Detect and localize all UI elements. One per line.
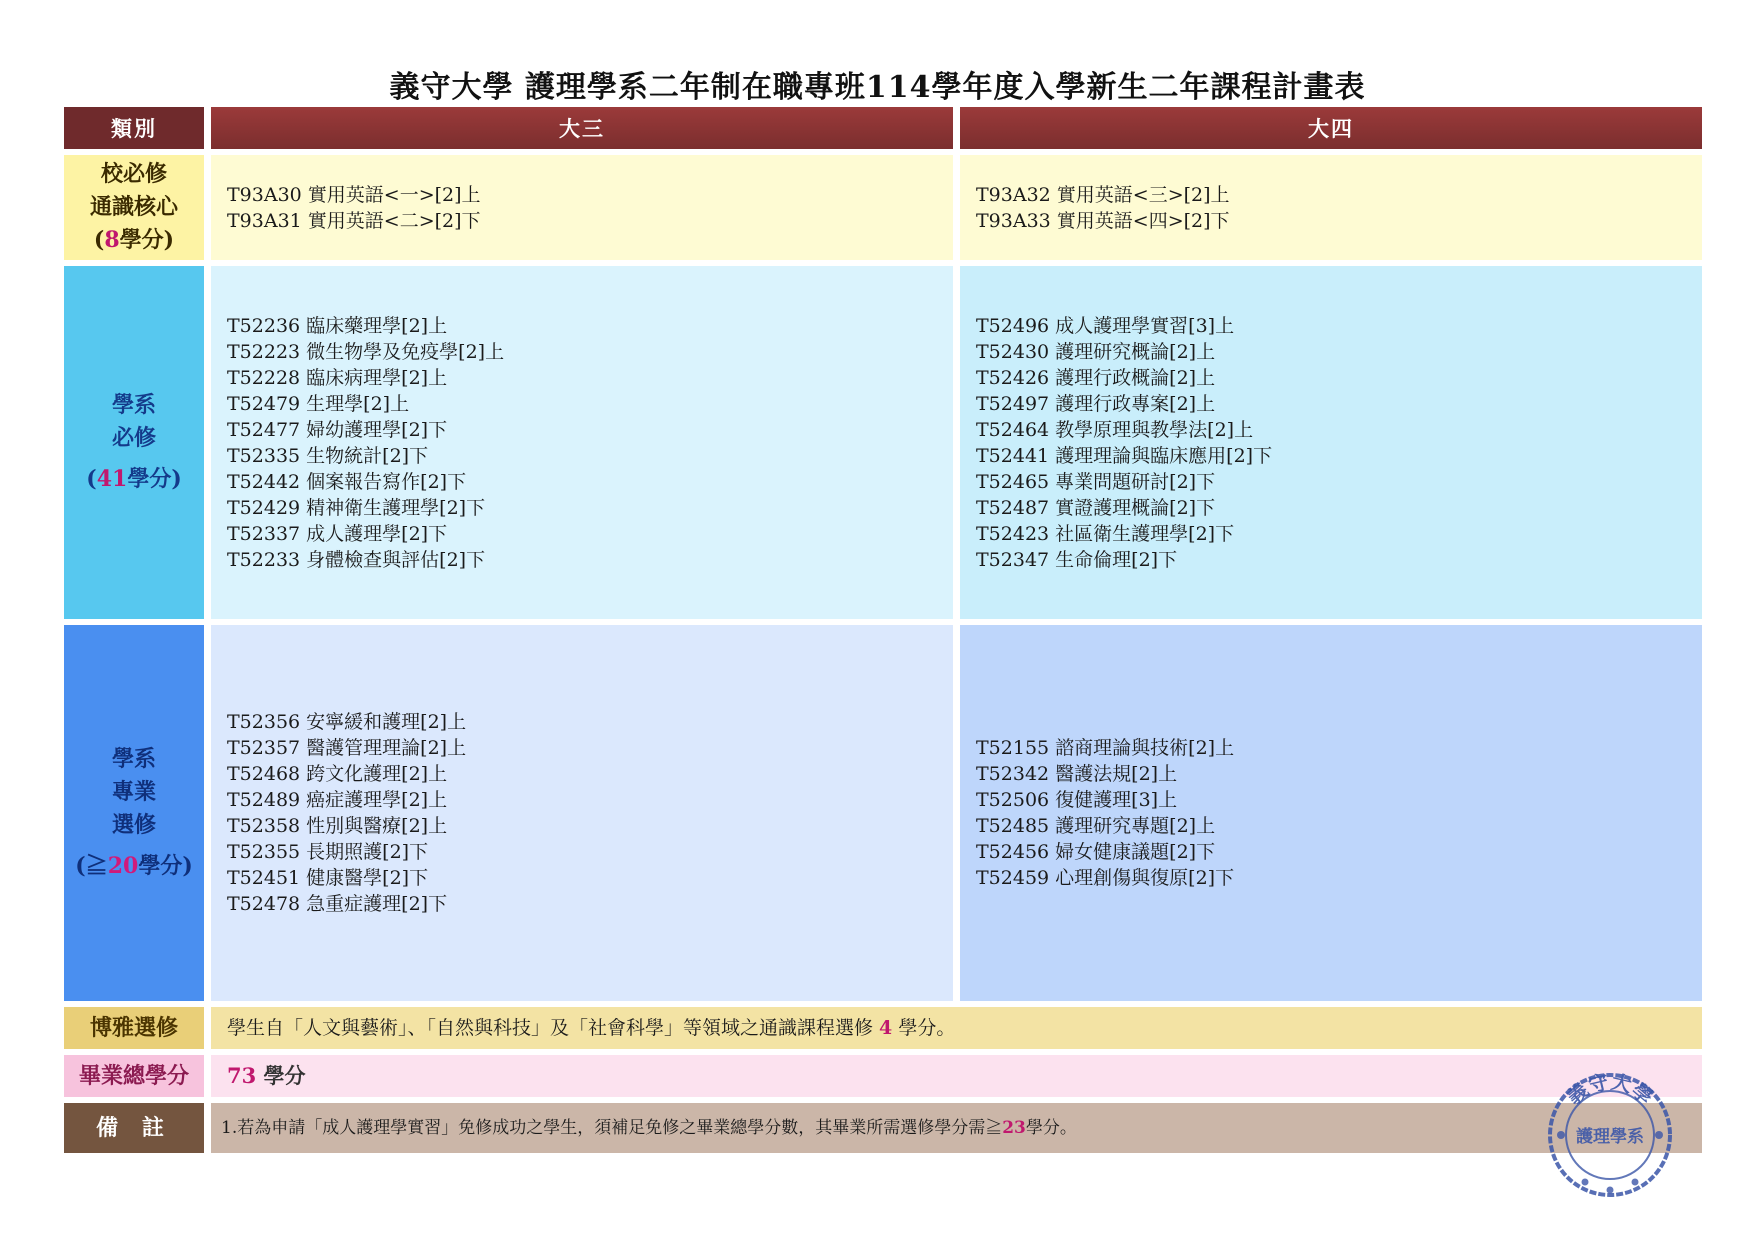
course-item: T52468 跨文化護理[2]上 <box>227 763 448 785</box>
general-text <box>227 1015 1702 1041</box>
course-item: T52335 生物統計[2]下 <box>227 444 429 467</box>
course-item: T52459 心理創傷與復原[2]下 <box>976 867 1235 889</box>
course-item: T52451 健康醫學[2]下 <box>227 867 429 889</box>
credit-number: 41 <box>96 466 128 492</box>
course-item: T52497 護理行政專案[2]上 <box>976 392 1216 415</box>
note-text-after: 學分。 <box>1025 1118 1077 1138</box>
category-general: 博雅選修 <box>64 1007 204 1049</box>
seal-center-text: 護理學系 <box>1576 1127 1644 1147</box>
total-credits <box>211 1055 1702 1097</box>
general-text-before: 學生自「人文與藝術」、「自然與科技」及「社會科學」等領域之通識課程選修 <box>227 1017 880 1039</box>
note-credit-number: 23 <box>1002 1118 1026 1138</box>
category-label-line: 學系 <box>111 746 156 772</box>
course-item: T52358 性別與醫療[2]上 <box>227 815 448 837</box>
credit-prefix: ( <box>86 466 97 492</box>
course-item: T93A33 實用英語<四>[2]下 <box>976 209 1230 232</box>
total-text <box>227 1063 1702 1089</box>
course-item: T52236 臨床藥理學[2]上 <box>227 314 448 337</box>
note-text <box>211 1103 1702 1153</box>
credit-suffix: 學分) <box>127 466 182 492</box>
course-item: T52485 護理研究專題[2]上 <box>976 815 1216 837</box>
course-item: T52442 個案報告寫作[2]下 <box>227 470 467 493</box>
course-item: T52430 護理研究概論[2]上 <box>976 340 1216 363</box>
credit-suffix: 學分) <box>119 227 175 253</box>
category-elective <box>64 625 204 1001</box>
course-item: T52477 婦幼護理學[2]下 <box>227 418 448 441</box>
page-title: 義守大學 護理學系二年制在職專班114學年度入學新生二年課程計畫表 <box>389 70 1366 105</box>
core-year4-courses <box>960 155 1702 260</box>
course-item: T93A30 實用英語<一>[2]上 <box>227 183 481 206</box>
course-item: T93A32 實用英語<三>[2]上 <box>976 183 1230 206</box>
course-item: T93A31 實用英語<二>[2]下 <box>227 209 481 232</box>
category-credits <box>75 850 192 883</box>
course-item: T52357 醫護管理理論[2]上 <box>227 737 467 759</box>
note-text-before: 1.若為申請「成人護理學實習」免修成功之學生，須補足免修之畢業總學分數，其畢業所需選修學分需≧ <box>221 1118 1003 1138</box>
category-label-line: 通識核心 <box>89 194 178 220</box>
course-item: T52478 急重症護理[2]下 <box>227 893 448 915</box>
course-item: T52479 生理學[2]上 <box>227 392 410 415</box>
category-label-line: 學系 <box>111 392 156 418</box>
credit-number: 8 <box>104 227 120 253</box>
general-description <box>211 1007 1702 1049</box>
course-item: T52155 諮商理論與技術[2]上 <box>976 737 1235 759</box>
credit-number: 20 <box>107 853 139 879</box>
header-year4: 大四 <box>960 107 1702 149</box>
course-item: T52342 醫護法規[2]上 <box>976 763 1178 785</box>
credit-prefix: ( <box>93 227 105 253</box>
required-year3-courses <box>211 266 953 619</box>
note-line <box>221 1115 1702 1141</box>
general-text-after: 學分。 <box>892 1017 956 1039</box>
header-year3: 大三 <box>211 107 953 149</box>
course-item: T52429 精神衛生護理學[2]下 <box>227 496 486 519</box>
category-label-line: 選修 <box>111 812 156 838</box>
total-credit-unit: 學分 <box>256 1063 306 1088</box>
elective-year3-courses <box>211 625 953 1001</box>
curriculum-table <box>64 107 1701 1153</box>
category-note: 備 註 <box>64 1103 204 1153</box>
total-credit-number: 73 <box>227 1063 257 1088</box>
category-label-line: 校必修 <box>100 161 167 187</box>
course-item: T52228 臨床病理學[2]上 <box>227 366 448 389</box>
course-item: T52496 成人護理學實習[3]上 <box>976 314 1235 337</box>
course-item: T52426 護理行政概論[2]上 <box>976 366 1216 389</box>
elective-year4-courses <box>960 625 1702 1001</box>
course-item: T52456 婦女健康議題[2]下 <box>976 841 1216 863</box>
category-label-line: 必修 <box>111 425 156 451</box>
course-item: T52347 生命倫理[2]下 <box>976 548 1178 571</box>
course-item: T52464 教學原理與教學法[2]上 <box>976 418 1254 441</box>
course-item: T52337 成人護理學[2]下 <box>227 522 448 545</box>
course-item: T52489 癌症護理學[2]上 <box>227 789 448 811</box>
course-item: T52355 長期照護[2]下 <box>227 841 429 863</box>
seal-top-text: 義守大學 <box>1562 1070 1658 1110</box>
course-item: T52223 微生物學及免疫學[2]上 <box>227 340 505 363</box>
credit-prefix: (≧ <box>75 853 108 879</box>
category-required <box>64 266 204 619</box>
category-label-line: 專業 <box>111 779 156 805</box>
course-item: T52506 復健護理[3]上 <box>976 789 1178 811</box>
course-item: T52423 社區衛生護理學[2]下 <box>976 522 1235 545</box>
course-item: T52465 專業問題研討[2]下 <box>976 470 1216 493</box>
category-credits <box>94 224 174 257</box>
department-seal <box>1545 1070 1675 1200</box>
course-item: T52356 安寧緩和護理[2]上 <box>227 711 467 733</box>
course-item: T52487 實證護理概論[2]下 <box>976 496 1216 519</box>
course-item: T52233 身體檢查與評估[2]下 <box>227 548 486 571</box>
header-category: 類別 <box>64 107 204 149</box>
general-credit-number: 4 <box>879 1017 893 1039</box>
category-total: 畢業總學分 <box>64 1055 204 1097</box>
course-item: T52441 護理理論與臨床應用[2]下 <box>976 444 1273 467</box>
credit-suffix: 學分) <box>138 853 193 879</box>
core-year3-courses <box>211 155 953 260</box>
category-credits <box>86 463 181 496</box>
required-year4-courses <box>960 266 1702 619</box>
category-core <box>64 155 204 260</box>
